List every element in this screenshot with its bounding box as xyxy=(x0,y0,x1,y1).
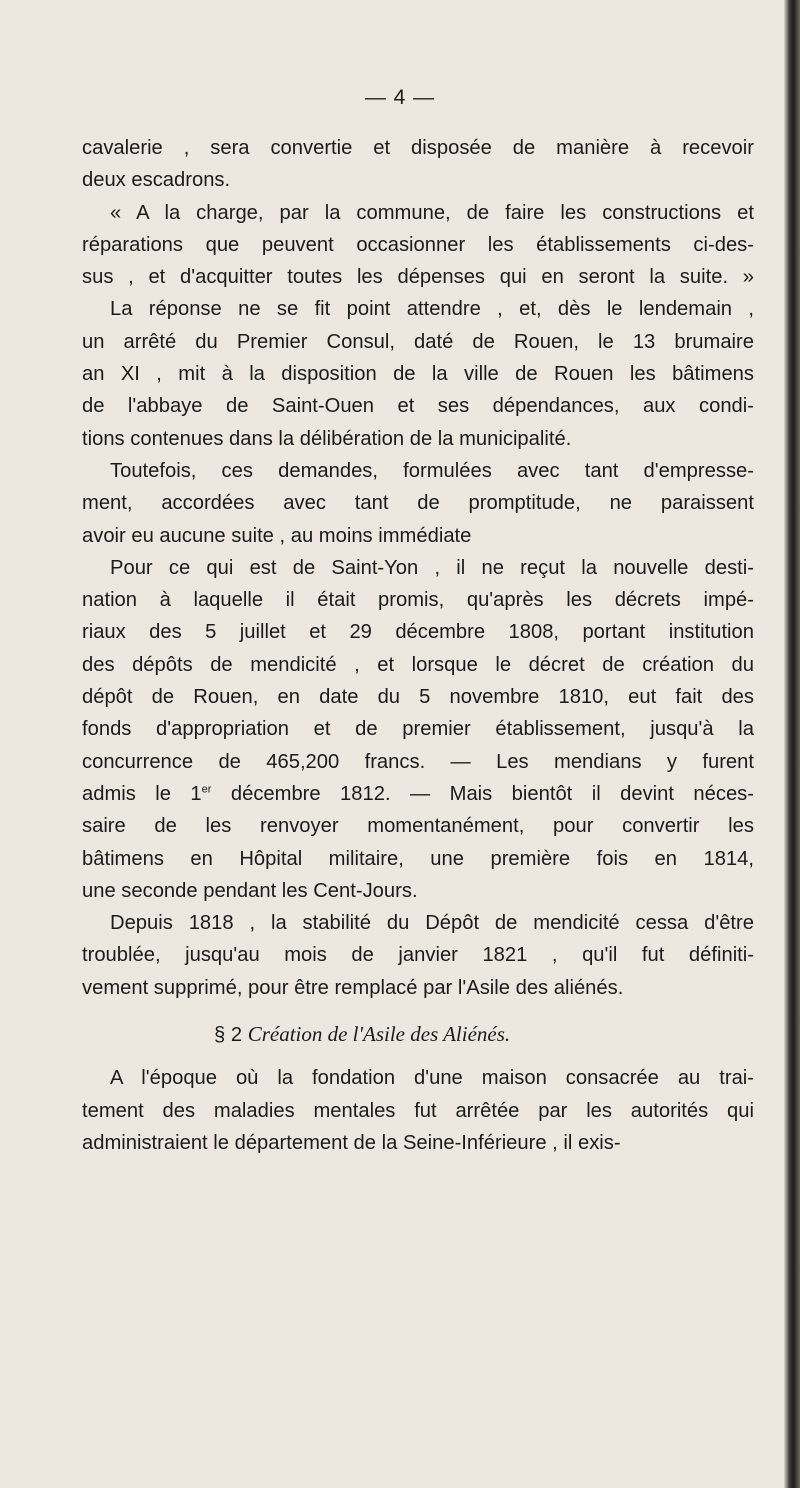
text-fragment: admis le 1 xyxy=(82,782,202,805)
text-line xyxy=(82,778,754,810)
text-line: administraient le département de la Seine-Inférieure , il exis- xyxy=(82,1131,621,1154)
text-line: cavalerie , sera convertie et disposée de manière à recevoir xyxy=(82,137,754,159)
text-line: sus , et d'acquitter toutes les dépenses qui en seront la suite. » xyxy=(82,266,754,289)
text-line: nation à laquelle il était promis, qu'après les décrets impé- xyxy=(82,589,754,612)
text-fragment: décembre 1812. — Mais bientôt il devint néces- xyxy=(211,782,754,805)
text-line: fonds d'appropriation et de premier établissement, jusqu'à la xyxy=(82,718,754,741)
text-line: riaux des 5 juillet et 29 décembre 1808, portant institution xyxy=(82,621,754,644)
text-line: « A la charge, par la commune, de faire les constructions et xyxy=(110,201,754,224)
section-number: § 2 xyxy=(214,1024,243,1047)
text-line: tions contenues dans la délibération de la municipalité. xyxy=(82,427,572,450)
text-line: La réponse ne se fit point attendre , et, dès le lendemain , xyxy=(110,298,754,321)
text-line: bâtimens en Hôpital militaire, une première fois en 1814, xyxy=(82,847,754,870)
text-line: Pour ce qui est de Saint-Yon , il ne reçut la nouvelle desti- xyxy=(110,556,754,579)
text-line: vement supprimé, pour être remplacé par l'Asile des aliénés. xyxy=(82,976,624,999)
text-line: dépôt de Rouen, en date du 5 novembre 1810, eut fait des xyxy=(82,686,754,709)
text-line: an XI , mit à la disposition de la ville de Rouen les bâtimens xyxy=(82,363,754,386)
text-line: concurrence de 465,200 francs. — Les mendians y furent xyxy=(82,750,754,773)
text-line: Depuis 1818 , la stabilité du Dépôt de mendicité cessa d'être xyxy=(110,912,754,935)
superscript: er xyxy=(201,783,212,796)
text-line: saire de les renvoyer momentanément, pour convertir les xyxy=(82,815,754,838)
text-line: Toutefois, ces demandes, formulées avec tant d'empresse- xyxy=(110,459,754,482)
text-line: troublée, jusqu'au mois de janvier 1821 , qu'il fut définiti- xyxy=(82,944,754,967)
body-text xyxy=(82,132,754,1159)
section-title: Création de l'Asile des Aliénés. xyxy=(247,1022,511,1047)
text-line: ment, accordées avec tant de promptitude, ne paraissent xyxy=(82,492,754,515)
text-line: tement des maladies mentales fut arrêtée par les autorités qui xyxy=(82,1099,754,1122)
text-line: A l'époque où la fondation d'une maison consacrée au trai- xyxy=(110,1067,754,1090)
text-line: des dépôts de mendicité , et lorsque le décret de création du xyxy=(82,653,754,676)
section-heading xyxy=(82,1018,754,1050)
text-line: avoir eu aucune suite , au moins immédiate xyxy=(82,524,472,547)
page-number: — 4 — xyxy=(364,86,436,109)
page-binding-edge xyxy=(784,0,800,1488)
text-line: un arrêté du Premier Consul, daté de Rouen, le 13 brumaire xyxy=(82,330,754,353)
text-line: deux escadrons. xyxy=(82,169,231,192)
text-line: une seconde pendant les Cent-Jours. xyxy=(82,879,418,902)
text-line: de l'abbaye de Saint-Ouen et ses dépendances, aux condi- xyxy=(82,395,754,418)
text-line: réparations que peuvent occasionner les établissements ci-des- xyxy=(82,233,754,256)
